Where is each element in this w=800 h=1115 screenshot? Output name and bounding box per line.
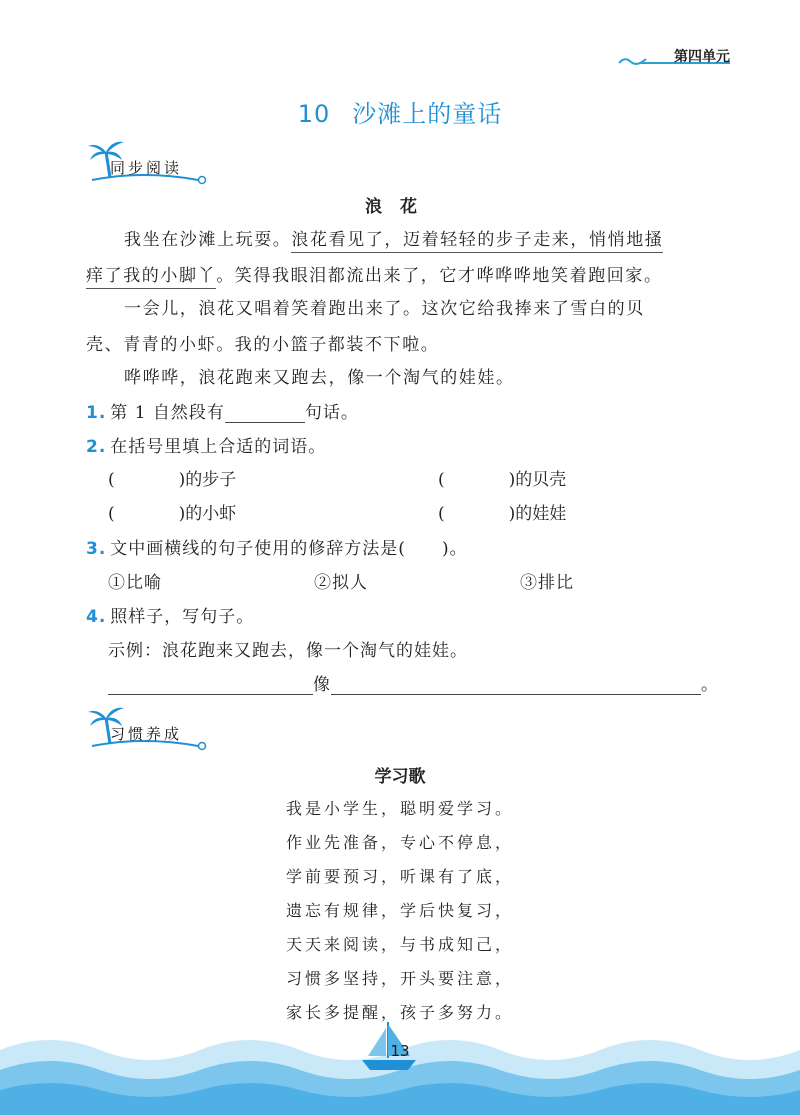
fill-item-1-label: 的步子 — [185, 470, 237, 490]
article-title: 浪花 — [365, 197, 435, 217]
paragraph-3: 哗哗哗，浪花跑来又跑去，像一个淘气的娃娃。 — [124, 368, 515, 388]
question-3 — [86, 534, 468, 559]
question-3-suffix: )。 — [441, 539, 468, 559]
question-4 — [86, 602, 254, 627]
lesson-name: 沙滩上的童话 — [352, 100, 503, 128]
song-line: 家长多提醒，孩子多努力。 — [285, 1003, 514, 1022]
question-4-number: 4. — [86, 607, 107, 627]
question-1 — [86, 398, 359, 423]
wave-icon — [618, 54, 648, 68]
song-title: 学习歌 — [374, 767, 426, 787]
fill-item-4[interactable]: ( )的娃娃 — [438, 504, 567, 524]
option-simile[interactable]: ①比喻 — [108, 573, 162, 593]
question-3-number: 3. — [86, 539, 107, 559]
fill-item-3[interactable]: ( )的小虾 — [108, 504, 237, 524]
writing-end: 。 — [701, 675, 719, 695]
song-line: 作业先准备，专心不停息， — [285, 833, 514, 852]
song-line: 习惯多坚持，开头要注意， — [285, 969, 514, 988]
underlined-sentence-b: 痒了我的小脚丫 — [86, 266, 216, 289]
fill-item-4-label: 的娃娃 — [515, 504, 567, 524]
song-line: 遗忘有规律，学后快复习， — [285, 901, 514, 920]
question-1-text: 第 1 自然段有 — [110, 403, 225, 423]
fill-item-2-label: 的贝壳 — [515, 470, 567, 490]
example-sentence: 示例：浪花跑来又跑去，像一个淘气的娃娃。 — [108, 641, 468, 661]
question-1-number: 1. — [86, 403, 107, 423]
paragraph-2-line-1: 一会儿，浪花又唱着笑着跑出来了。这次它给我捧来了雪白的贝 — [124, 299, 645, 319]
fill-item-3-label: 的小虾 — [185, 504, 237, 524]
paragraph-1-start: 我坐在沙滩上玩耍。 — [124, 230, 292, 250]
answer-blank-q4-left[interactable] — [108, 676, 313, 695]
paragraph-2-line-2: 壳、青青的小虾。我的小篮子都装不下啦。 — [86, 335, 440, 355]
sentence-writing-row — [108, 670, 719, 695]
paragraph-1 — [86, 222, 726, 294]
section-reading: 同步阅读 — [110, 159, 183, 177]
question-2 — [86, 432, 326, 457]
option-personification[interactable]: ②拟人 — [314, 573, 368, 593]
question-3-text: 文中画横线的句子使用的修辞方法是( — [110, 539, 406, 559]
underlined-sentence-a: 浪花看见了，迈着轻轻的步子走来，悄悄地搔 — [291, 230, 663, 253]
answer-blank-q1[interactable] — [225, 404, 305, 423]
answer-blank-q4-right[interactable] — [331, 676, 701, 695]
song-line: 学前要预习，听课有了底， — [285, 867, 514, 886]
paragraph-2 — [86, 291, 726, 363]
paragraph-1-end: 。笑得我眼泪都流出来了，它才哗哗哗地笑着跑回家。 — [216, 266, 663, 286]
song-line: 天天来阅读，与书成知己， — [285, 935, 514, 954]
page-number: 13 — [390, 1042, 410, 1060]
question-2-number: 2. — [86, 437, 107, 457]
section-habit: 习惯养成 — [110, 725, 183, 743]
question-2-text: 在括号里填上合适的词语。 — [110, 437, 327, 457]
option-parallelism[interactable]: ③排比 — [520, 573, 574, 593]
lesson-number: 10 — [297, 100, 331, 128]
writing-connector: 像 — [313, 675, 331, 695]
question-4-text: 照样子，写句子。 — [110, 607, 255, 627]
question-1-suffix: 句话。 — [304, 403, 359, 423]
lesson-title — [0, 94, 800, 129]
fill-item-1[interactable]: ( )的步子 — [108, 470, 237, 490]
song-line: 我是小学生，聪明爱学习。 — [285, 799, 514, 818]
fill-item-2[interactable]: ( )的贝壳 — [438, 470, 567, 490]
unit-label: 第四单元 — [674, 49, 730, 65]
